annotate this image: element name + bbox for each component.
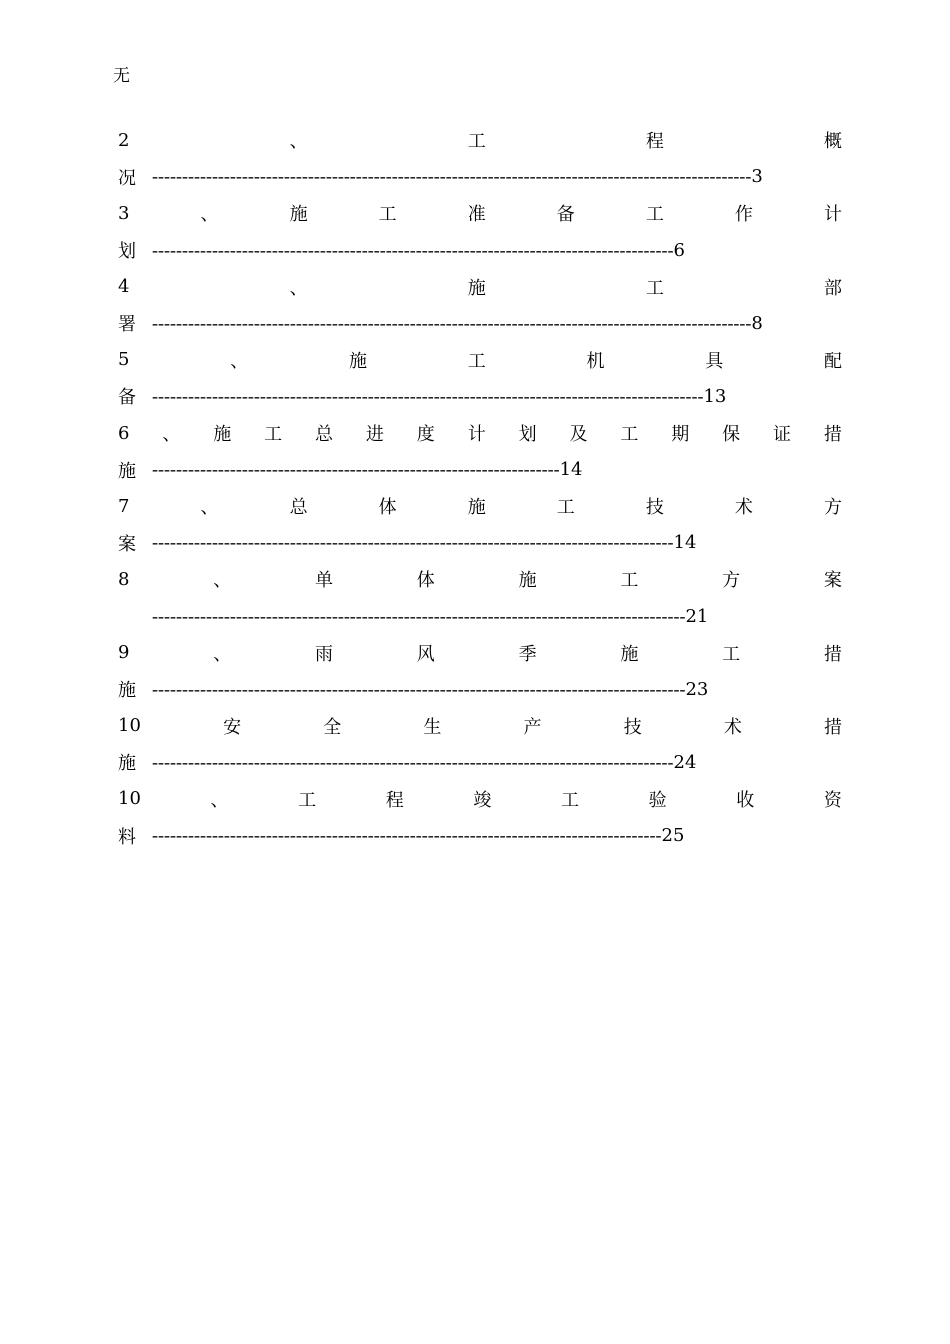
toc-title-char: 6 [118, 422, 130, 444]
toc-title-char: 体 [416, 570, 435, 592]
toc-title-char: 工 [561, 789, 580, 811]
toc-title-tail: 划 [118, 241, 136, 263]
toc-title-char: 4 [118, 276, 130, 298]
toc-title-char: 术 [734, 497, 753, 519]
toc-leader-dashes: --------------------------------------------------------------------------------------- [152, 751, 674, 772]
toc-title-char: 、 [289, 131, 308, 153]
toc-title-char: 工 [722, 643, 741, 665]
toc-title-char: 度 [416, 424, 435, 446]
toc-title-char: 风 [416, 643, 435, 665]
toc-page-number: 8 [751, 312, 763, 334]
toc-title-char: 程 [645, 131, 664, 153]
toc-title-char: 、 [289, 277, 308, 299]
toc-title-char: 工 [467, 350, 486, 372]
toc-entry-leader [118, 232, 842, 269]
toc-entry-title [118, 268, 842, 305]
toc-title-char: 工 [378, 204, 397, 226]
toc-title-char: 施 [467, 497, 486, 519]
toc-title-char: 10 [118, 788, 141, 810]
toc-entry-title [118, 415, 842, 452]
toc-title-char: 、 [200, 204, 219, 226]
toc-entry-title [118, 342, 842, 379]
toc-entry-title [118, 708, 842, 745]
toc-leader-dashes: ----------------------------------------------------------------------------------------- [152, 678, 686, 699]
toc-title-char: 施 [348, 350, 367, 372]
toc-title-char: 施 [213, 424, 232, 446]
toc-entry-title [118, 122, 842, 159]
toc-title-char: 生 [423, 716, 442, 738]
toc-leader-dashes: ----------------------------------------------------------------------------------------- [152, 605, 686, 626]
toc-title-char: 9 [118, 642, 130, 664]
toc-title-tail: 况 [118, 167, 136, 189]
toc-title-char: 部 [823, 277, 842, 299]
toc-page-number: 14 [673, 532, 697, 554]
toc-title-char: 单 [315, 570, 334, 592]
toc-entry-leader [118, 817, 842, 854]
toc-title-tail: 备 [118, 387, 136, 409]
toc-title-char: 工 [620, 424, 639, 446]
toc-page-number: 24 [673, 751, 697, 773]
page-header-char: 无 [113, 66, 130, 86]
toc-entry-title [118, 195, 842, 232]
toc-entry[interactable] [118, 342, 842, 415]
toc-title-char: 10 [118, 715, 141, 737]
toc-title-char: 工 [620, 570, 639, 592]
toc-title-char: 、 [162, 424, 181, 446]
toc-page-number: 14 [559, 459, 583, 481]
toc-title-char: 案 [823, 570, 842, 592]
toc-title-char: 进 [365, 424, 384, 446]
toc-title-char: 雨 [315, 643, 334, 665]
toc-title-char: 概 [823, 131, 842, 153]
toc-title-char: 施 [518, 570, 537, 592]
toc-title-char: 措 [823, 643, 842, 665]
toc-title-char: 全 [323, 716, 342, 738]
toc-entry-leader [118, 378, 842, 415]
toc-entry[interactable] [118, 415, 842, 488]
toc-title-char: 总 [289, 497, 308, 519]
toc-title-char: 施 [467, 277, 486, 299]
toc-title-char: 作 [734, 204, 753, 226]
toc-title-char: 产 [523, 716, 542, 738]
toc-page-number: 21 [685, 605, 709, 627]
toc-entry[interactable] [118, 488, 842, 561]
toc-title-char: 具 [705, 350, 724, 372]
toc-title-char: 工 [556, 497, 575, 519]
toc-title-char: 7 [118, 495, 130, 517]
toc-page-number: 6 [673, 239, 685, 261]
toc-entry[interactable] [118, 195, 842, 268]
toc-title-char: 配 [823, 350, 842, 372]
toc-title-char: 安 [223, 716, 242, 738]
toc-entry-leader [118, 598, 842, 635]
toc-entry[interactable] [118, 781, 842, 854]
toc-leader-dashes: --------------------------------------------------------------------------------------- [152, 532, 674, 553]
toc-title-char: 、 [230, 350, 249, 372]
toc-title-char: 方 [722, 570, 741, 592]
toc-title-char: 准 [467, 204, 486, 226]
toc-title-char: 及 [569, 424, 588, 446]
toc-title-char: 证 [773, 424, 792, 446]
toc-title-char: 期 [671, 424, 690, 446]
toc-entry-leader [118, 159, 842, 196]
toc-title-char: 总 [315, 424, 334, 446]
toc-title-char: 施 [289, 204, 308, 226]
toc-title-tail: 案 [118, 533, 136, 555]
toc-entry-leader [118, 744, 842, 781]
toc-title-char: 方 [823, 497, 842, 519]
toc-title-char: 工 [467, 131, 486, 153]
toc-title-char: 措 [824, 716, 842, 738]
toc-title-char: 、 [213, 570, 232, 592]
toc-title-char: 收 [736, 789, 755, 811]
toc-entry[interactable] [118, 561, 842, 634]
toc-title-char: 、 [213, 643, 232, 665]
toc-title-char: 8 [118, 568, 130, 590]
toc-title-char: 机 [586, 350, 605, 372]
toc-title-tail: 施 [118, 680, 136, 702]
toc-title-char: 3 [118, 202, 130, 224]
toc-title-char: 计 [467, 424, 486, 446]
toc-title-tail: 施 [118, 753, 136, 775]
toc-leader-dashes: -------------------------------------------------------------------------------------------- [152, 385, 704, 406]
toc-entry-title [118, 634, 842, 671]
toc-title-char: 技 [645, 497, 664, 519]
toc-title-char: 5 [118, 349, 130, 371]
toc-title-tail: 施 [118, 460, 136, 482]
toc-entry-leader [118, 671, 842, 708]
toc-entry-title [118, 561, 842, 598]
toc-title-char: 验 [648, 789, 667, 811]
toc-title-char: 、 [210, 789, 229, 811]
toc-entry[interactable] [118, 268, 842, 341]
toc-title-char: 工 [645, 204, 664, 226]
toc-title-char: 备 [556, 204, 575, 226]
toc-page-number: 3 [751, 166, 763, 188]
toc-page-number: 13 [703, 385, 727, 407]
toc-title-tail: 署 [118, 314, 136, 336]
toc-entry-title [118, 488, 842, 525]
toc-leader-dashes: ---------------------------------------------------------------------------------------------------- [152, 312, 752, 333]
toc-title-char: 划 [518, 424, 537, 446]
toc-title-char: 程 [385, 789, 404, 811]
toc-leader-dashes: ------------------------------------------------------------------------------------- [152, 825, 662, 846]
toc-leader-dashes: ---------------------------------------------------------------------------------------------------- [152, 166, 752, 187]
toc-title-char: 工 [645, 277, 664, 299]
toc-title-char: 季 [518, 643, 537, 665]
toc-title-char: 术 [723, 716, 742, 738]
toc-title-char: 工 [298, 789, 317, 811]
toc-entry[interactable] [118, 634, 842, 707]
toc-entry-leader [118, 525, 842, 562]
toc-title-tail: 料 [118, 826, 136, 848]
toc-title-char: 工 [264, 424, 283, 446]
toc-title-char: 体 [378, 497, 397, 519]
toc-title-char: 2 [118, 129, 130, 151]
toc-title-char: 资 [823, 789, 842, 811]
toc-leader-dashes: -------------------------------------------------------------------- [152, 459, 560, 480]
toc-page-number: 23 [685, 678, 709, 700]
toc-title-char: 竣 [473, 789, 492, 811]
toc-title-char: 计 [823, 204, 842, 226]
toc-title-char: 、 [200, 497, 219, 519]
toc-entry[interactable] [118, 122, 842, 195]
toc-entry[interactable] [118, 708, 842, 781]
toc-entry-leader [118, 451, 842, 488]
table-of-contents [118, 122, 842, 854]
toc-entry-leader [118, 305, 842, 342]
toc-title-char: 措 [823, 424, 842, 446]
toc-leader-dashes: --------------------------------------------------------------------------------------- [152, 239, 674, 260]
toc-page-number: 25 [661, 825, 685, 847]
toc-title-char: 保 [722, 424, 741, 446]
toc-title-char: 施 [620, 643, 639, 665]
toc-title-char: 技 [623, 716, 642, 738]
toc-entry-title [118, 781, 842, 818]
